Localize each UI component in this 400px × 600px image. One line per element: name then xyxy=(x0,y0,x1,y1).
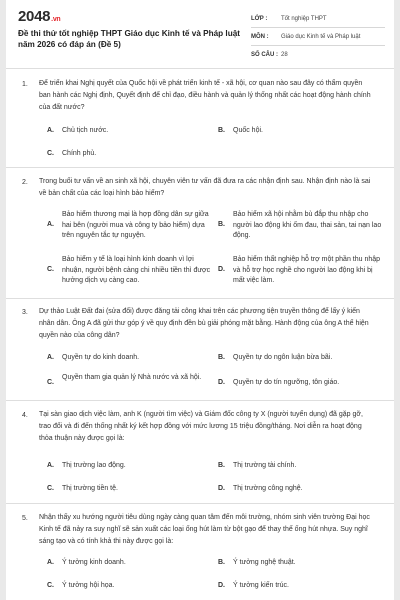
option-letter: D. xyxy=(218,379,225,386)
question-number: 3. xyxy=(22,309,28,316)
option-text: Thị trường tài chính. xyxy=(233,462,297,469)
option-text: Quyền tham gia quản lý Nhà nước và xã hội. xyxy=(62,374,202,381)
option-letter: A. xyxy=(47,354,54,361)
question-text: Nhận thấy xu hướng người tiêu dùng ngày càng quan tâm đến môi trường, nhóm sinh viên trường Đại học Kinh tế đã nảy ra suy nghĩ sẽ sản xuất các loại ống hút làm từ bột gạo để thay thế ống hút nhựa. Suy nghĩ sáng tạo và có tính khả thi này được gọi là: xyxy=(39,514,370,545)
divider xyxy=(6,298,394,299)
question-number: 2. xyxy=(22,179,28,186)
option-text: Quyền tự do kinh doanh. xyxy=(62,354,140,361)
info-label: LỚP : xyxy=(251,15,268,22)
divider xyxy=(6,68,394,69)
info-row-subject xyxy=(251,28,385,46)
option-letter: D. xyxy=(218,582,225,589)
option-text: Thị trường công nghệ. xyxy=(233,485,303,492)
question-text: Để triển khai Nghị quyết của Quốc hội về phát triển kinh tế - xã hội, cơ quan nào sau đây có thẩm quyền ban hành các Nghị định, Quyết định để chỉ đạo, điều hành và quản lý thống nhất các hoạt động hành chính của đất nước? xyxy=(39,80,371,111)
info-row-question-count xyxy=(251,46,385,64)
option-letter: B. xyxy=(218,221,225,228)
option-letter: B. xyxy=(218,127,225,134)
option-text: Ý tưởng hội họa. xyxy=(62,582,115,589)
option-letter: B. xyxy=(218,462,225,469)
option-letter: D. xyxy=(218,266,225,273)
option-letter: C. xyxy=(47,582,54,589)
exam-title: Đề thi thử tốt nghiệp THPT Giáo dục Kinh tế và Pháp luật năm 2026 có đáp án (Đề 5) xyxy=(18,29,240,49)
divider xyxy=(6,400,394,401)
option-text: Ý tưởng kiến trúc. xyxy=(233,582,289,589)
exam-info-table xyxy=(251,10,385,64)
option-text: Bảo hiểm thương mại là hợp đồng dân sự giữa hai bên (người mua và công ty bảo hiểm) dựa trên nguyên tắc tự nguyện. xyxy=(62,211,209,239)
option-text: Bảo hiểm y tế là loại hình kinh doanh vì lợi nhuận, người bệnh càng chi nhiều tiền thì được hưởng dịch vụ càng cao. xyxy=(62,256,211,284)
question-text: Trong buổi tư vấn về an sinh xã hội, chuyên viên tư vấn đã đưa ra các nhận định sau. Nhận định nào là sai về bản chất của các loại hình bảo hiểm? xyxy=(39,178,371,197)
option-text: Quyền tự do ngôn luận bừa bãi. xyxy=(233,354,333,361)
question-text: Tại sàn giao dịch việc làm, anh K (người tìm việc) và Giám đốc công ty X (người tuyển dụng) đã gặp gỡ, trao đổi và đi đến thống nhất ký kết hợp đồng với mức lương 15 triệu đồng/tháng. Nơi diễn ra hoạt động thỏa thuận này được gọi là: xyxy=(39,411,363,442)
option-text: Thị trường lao động. xyxy=(62,462,126,469)
info-row-class xyxy=(251,10,385,28)
question-number: 4. xyxy=(22,412,28,419)
option-text: Bảo hiểm xã hội nhằm bù đắp thu nhập cho người lao động khi ốm đau, thai sản, tai nạn lao động. xyxy=(233,211,382,239)
info-value: Tốt nghiệp THPT xyxy=(281,15,327,22)
option-letter: D. xyxy=(218,485,225,492)
option-letter: B. xyxy=(218,559,225,566)
option-letter: C. xyxy=(47,485,54,492)
info-label: SỐ CÂU : xyxy=(251,52,278,58)
option-letter: A. xyxy=(47,127,54,134)
option-text: Ý tưởng nghệ thuật. xyxy=(233,559,296,566)
divider xyxy=(6,503,394,504)
info-value: 28 xyxy=(281,52,288,58)
option-text: Ý tưởng kinh doanh. xyxy=(62,559,126,566)
option-text: Chủ tịch nước. xyxy=(62,127,109,134)
logo-name: 2048 xyxy=(18,8,51,25)
option-text: Chính phủ. xyxy=(62,150,97,157)
option-letter: B. xyxy=(218,354,225,361)
site-logo[interactable] xyxy=(18,8,60,25)
option-letter: C. xyxy=(47,379,54,386)
option-text: Quốc hội. xyxy=(233,127,263,134)
logo-suffix: .vn xyxy=(51,16,61,23)
option-letter: A. xyxy=(47,462,54,469)
exam-page xyxy=(6,0,394,600)
page-header xyxy=(6,0,394,68)
divider xyxy=(6,167,394,168)
option-text: Thị trường tiền tệ. xyxy=(62,485,118,492)
option-text: Quyền tự do tín ngưỡng, tôn giáo. xyxy=(233,379,340,386)
option-letter: C. xyxy=(47,266,54,273)
option-letter: A. xyxy=(47,559,54,566)
option-text: Bảo hiểm thất nghiệp hỗ trợ một phần thu nhập và hỗ trợ học nghề cho người lao động khi bị mất việc làm. xyxy=(233,256,381,284)
question-text: Dự thảo Luật Đất đai (sửa đổi) được đăng tải công khai trên các phương tiện truyền thông để lấy ý kiến nhân dân. Ông A đã gửi thư góp ý về quy định đền bù giải phóng mặt bằng. Hành động của ông A thể hiện quyền nào của công dân? xyxy=(39,308,369,339)
option-letter: A. xyxy=(47,221,54,228)
info-value: Giáo dục Kinh tế và Pháp luật xyxy=(281,33,361,40)
info-label: MÔN : xyxy=(251,33,269,40)
option-letter: C. xyxy=(47,150,54,157)
question-number: 5. xyxy=(22,515,28,522)
question-number: 1. xyxy=(22,81,28,88)
